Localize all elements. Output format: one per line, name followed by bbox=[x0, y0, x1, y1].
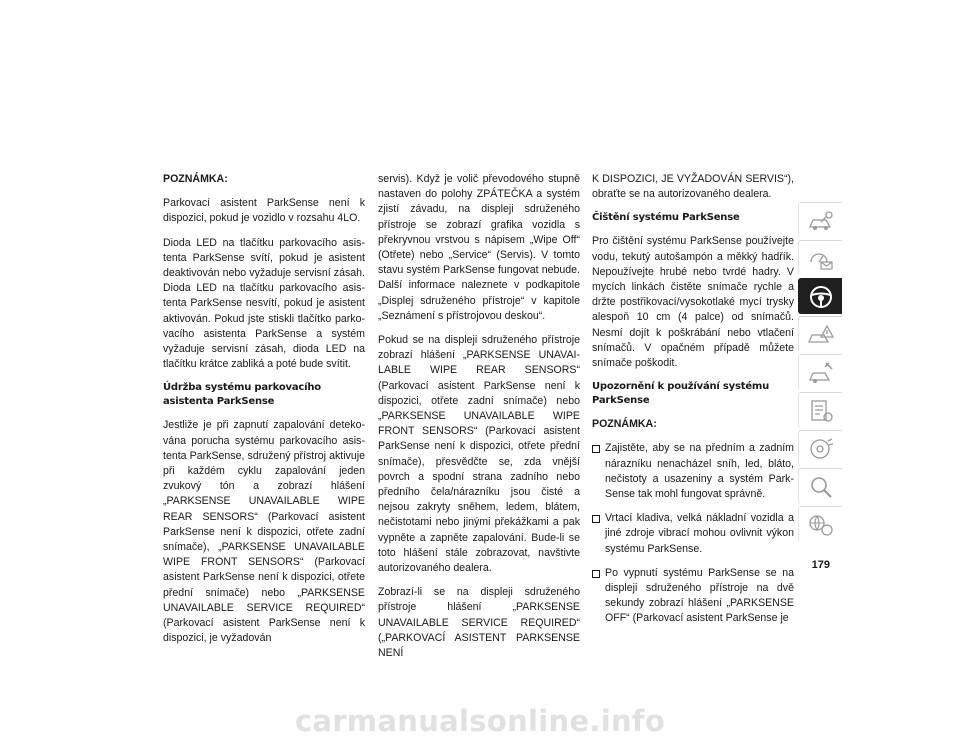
tab-starting-and-operating[interactable] bbox=[798, 278, 842, 314]
section-heading: Upozornění k používání systému ParkSense bbox=[592, 381, 770, 407]
page-number: 179 bbox=[811, 559, 830, 571]
tab-servicing-maintenance[interactable] bbox=[798, 354, 842, 390]
tab-emergencies[interactable] bbox=[798, 316, 842, 352]
section-heading: Údržba systému parkovacího asistenta ParkSense bbox=[163, 382, 321, 408]
car-wrench-icon bbox=[806, 360, 836, 386]
checkbox-bullet-icon bbox=[592, 445, 600, 453]
bullet-list bbox=[592, 441, 794, 626]
specifications-list-icon bbox=[806, 398, 836, 424]
paragraph: K DISPOZICI, JE VYŽADOVÁN SERVIS“), obraťte se na autorizovaného dealera. bbox=[592, 173, 794, 201]
note-title: POZNÁMKA: bbox=[592, 418, 657, 431]
note-text: Parkovací asistent ParkSense není k dispozici, pokud je vozidlo v rozsahu 4LO. bbox=[163, 197, 365, 225]
list-item-text: Zajistěte, aby se na předním a zadním nárazníku nenacházel sníh, led, bláto, nečistoty a usazeniny a systém ParkSense tak mohl fungovat správně. bbox=[605, 442, 794, 501]
list-item bbox=[592, 566, 794, 627]
paragraph: Jestliže je při zapnutí zapalování detekována porucha systému parkovacího asistenta ParkSense, sdružený přístroj aktivuje při každém cyklu zapalování jeden zvukový tón a zobrazí hlášení „PARKSENSE UNAVAILABLE WIPE REAR SENSORS“ (Parkovací asistent ParkSense není k dispozici, otřete zadní snímače), „PARKSENSE UNAVAILABLE WIPE FRONT SENSORS“ (Parkovací asistent ParkSense není k dispozici, otřete přední snímače) nebo „PARKSENSE UNAVAILABLE SERVICE REQUIRED“ (Parkovací asistent ParkSense není k dispozici, je vyžadován bbox=[163, 419, 365, 645]
checkbox-bullet-icon bbox=[592, 515, 600, 523]
paragraph: Pro čištění systému ParkSense používejte vodu, tekutý autošampón a měkký hadřík. Nepoužívejte hrubé nebo tvrdé hadry. V mycích linkách čistěte snímače rychle a držte postřikovací/vysokotlaké mycí trysky alespoň 10 cm (4 palce) od snímačů. Nesmí dojít k poškrábání nebo vtlačení snímačů. V opačném případě můžete snímače poškodit. bbox=[592, 235, 794, 370]
paragraph: Dioda LED na tlačítku parkovacího asistenta ParkSense svítí, pokud je asistent deaktivován nebo vyžaduje servisní zásah. Dioda LED na tlačítku parkovacího asistenta ParkSense nesvítí, pokud je asistent aktivován. Pokud jste stiskli tlačítko parkovacího asistenta ParkSense a systém vyžaduje servisní zásah, dioda LED na tlačítku krátce zabliká a poté bude svítit. bbox=[163, 236, 365, 371]
tab-multimedia[interactable] bbox=[798, 430, 842, 466]
checkbox-bullet-icon bbox=[592, 570, 600, 578]
language-globe-icon bbox=[806, 512, 836, 538]
car-key-icon bbox=[806, 208, 836, 234]
tab-technical-specifications[interactable] bbox=[798, 392, 842, 428]
watermark: carmanualsonline.info bbox=[294, 704, 666, 738]
list-item-text: Vrtací kladiva, velká nákladní vozidla a jiné zdroje vibrací mohou ovlivnit výkon systému ParkSense. bbox=[605, 512, 794, 555]
column-3 bbox=[592, 172, 794, 636]
list-item bbox=[592, 441, 794, 502]
tab-index[interactable] bbox=[798, 468, 842, 504]
column-2 bbox=[378, 172, 580, 661]
multimedia-icon bbox=[806, 436, 836, 462]
car-warning-icon bbox=[806, 322, 836, 348]
magnifier-index-icon bbox=[806, 474, 836, 500]
paragraph: servis). Když je volič převodového stupně nastaven do polohy ZPÁTEČKA a systém zjistí závadu, na displeji sdruženého přístroje se zobrazí grafika vozidla s překryvnou vrstvou s nápisem „Wipe Off“ (Otřete) nebo „Service“ (Servis). V tomto stavu systém ParkSense fungovat nebude. Další informace naleznete v podkapitole „Displej sdruženého přístroje“ v kapitole „Seznámení s přístrojovou deskou“. bbox=[378, 173, 580, 322]
section-heading: Čištění systému ParkSense bbox=[592, 212, 740, 224]
dashboard-envelope-icon bbox=[806, 246, 836, 272]
paragraph: Pokud se na displeji sdruženého přístroje zobrazí hlášení „PARKSENSE UNAVAILABLE WIPE REAR SENSORS“ (Parkovací asistent ParkSense není k dispozici, otřete zadní snímače) nebo „PARKSENSE UNAVAILABLE WIPE FRONT SENSORS“ (Parkovací asistent ParkSense není k dispozici, otřete přední snímače), přesvědčte se, zda vnější povrch a spodní strana zadního nebo předního čela/nárazníku jsou čisté a nejsou zakryty sněhem, ledem, blátem, nečistotami nebo jinými překážkami a pak vypněte a zapněte zapalování. Bude-li se toto hlášení stále zobrazovat, navštivte autorizovaného dealera. bbox=[378, 334, 580, 575]
list-item bbox=[592, 511, 794, 557]
tab-instrument-panel[interactable] bbox=[798, 240, 842, 276]
column-1 bbox=[163, 172, 365, 646]
note-title: POZNÁMKA: bbox=[163, 173, 228, 185]
tab-getting-to-know-vehicle[interactable] bbox=[798, 202, 842, 238]
tab-languages[interactable] bbox=[798, 506, 842, 542]
chapter-tabs bbox=[798, 202, 842, 544]
list-item-text: Po vypnutí systému ParkSense se na displeji sdruženého přístroje na dvě sekundy zobrazí hlášení „PARKSENSE OFF“ (Parkovací asistent ParkSense je bbox=[605, 566, 794, 625]
paragraph: Zobrazí-li se na displeji sdruženého přístroje hlášení „PARKSENSE UNAVAILABLE SERVICE REQUIRED“ („PARKOVACÍ ASISTENT PARKSENSE NENÍ bbox=[378, 586, 580, 660]
steering-wheel-icon bbox=[806, 284, 836, 310]
